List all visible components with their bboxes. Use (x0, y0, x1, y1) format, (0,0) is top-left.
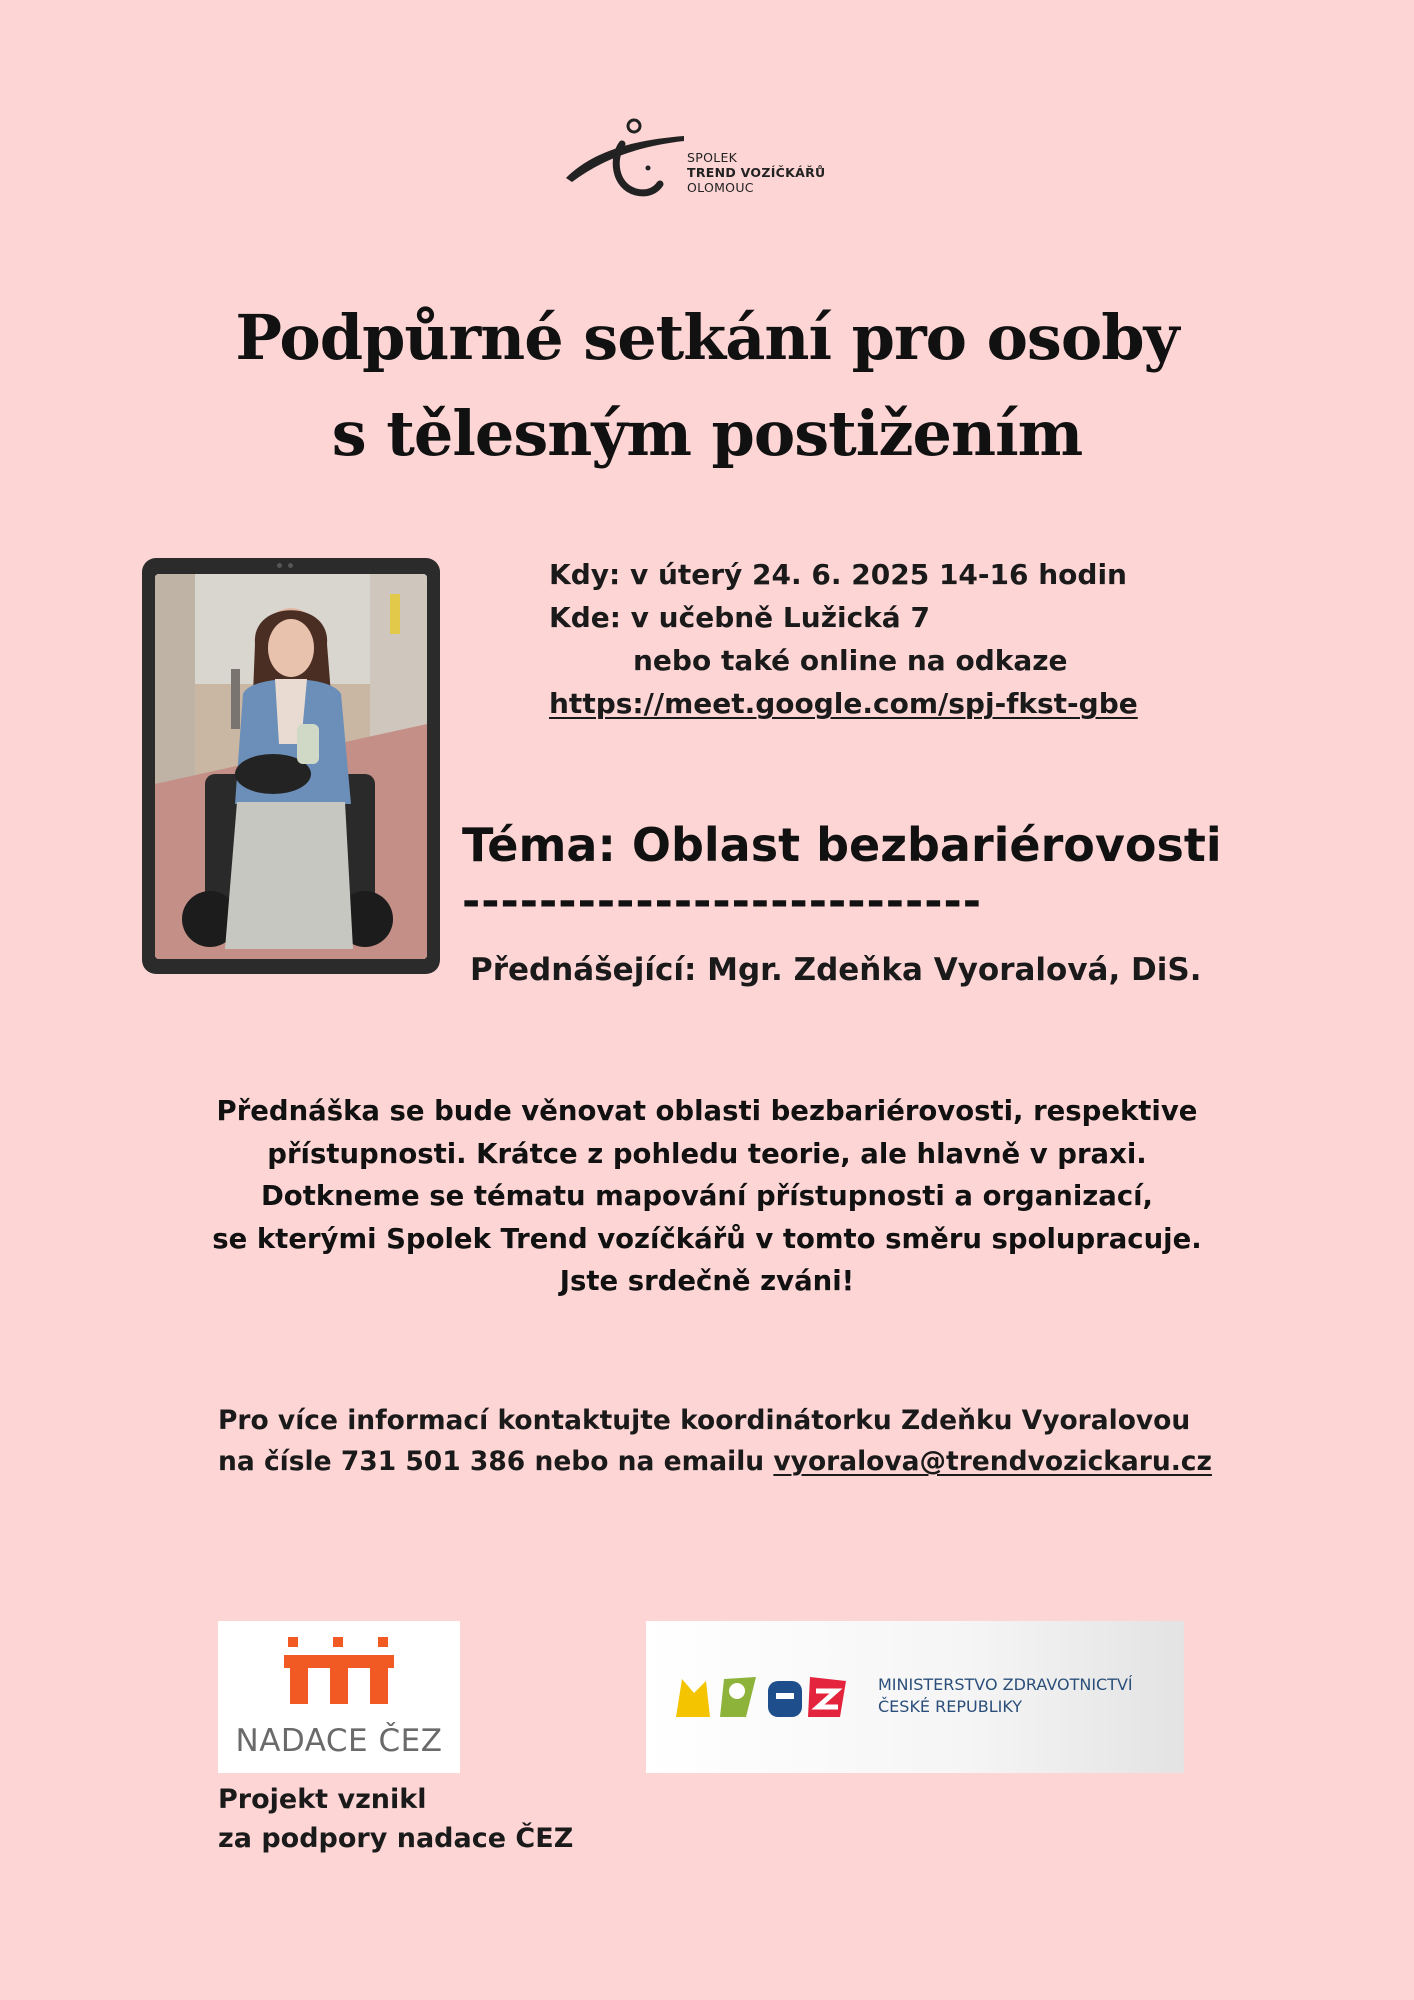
description-paragraph (0, 1090, 1414, 1303)
contact-email-link[interactable]: vyoralova@trendvozickaru.cz (773, 1446, 1212, 1477)
description-line: Jste srdečně zváni! (559, 1265, 855, 1297)
description-line: Dotkneme se tématu mapování přístupnosti a organizací, (260, 1180, 1154, 1212)
page-title (0, 290, 1414, 482)
photo-screen (155, 574, 427, 959)
event-online: nebo také online na odkaze (633, 644, 1068, 677)
event-when: Kdy: v úterý 24. 6. 2025 14-16 hodin (549, 558, 1127, 591)
contact-line-1: Pro více informací kontaktujte koordinátorku Zdeňku Vyoralovou (218, 1405, 1191, 1436)
topic-heading: Téma: Oblast bezbariérovosti (462, 818, 1222, 872)
logo-line-trend: TREND VOZÍČKÁŘŮ (687, 165, 826, 180)
title-line-2: s tělesným postižením (331, 397, 1083, 470)
event-where: Kde: v učebně Lužická 7 (549, 601, 930, 634)
contact-info (218, 1400, 1212, 1482)
cez-logo-text: NADACE ČEZ (235, 1723, 443, 1759)
ministry-line-1: MINISTERSTVO ZDRAVOTNICTVÍ (878, 1675, 1133, 1694)
contact-line-2 (218, 1441, 1212, 1482)
cez-logo-icon (218, 1621, 460, 1721)
camera-dot (288, 563, 293, 568)
org-logo-icon (562, 116, 687, 206)
contact-phone-text: na čísle 731 501 386 nebo na emailu (218, 1446, 774, 1477)
logo-line-spolek: SPOLEK (687, 150, 738, 165)
cez-foundation-logo (218, 1621, 460, 1773)
caption-line-2: za podpory nadace ČEZ (218, 1823, 574, 1854)
portrait-photo-icon (155, 574, 427, 959)
organization-logo (562, 116, 862, 206)
caption-line-1: Projekt vznikl (218, 1784, 427, 1815)
ministry-of-health-logo (646, 1621, 1184, 1773)
tablet-photo (142, 558, 440, 974)
description-line: se kterými Spolek Trend vozíčkářů v tomto směru spolupracuje. (212, 1222, 1202, 1255)
lecturer-name: Přednášející: Mgr. Zdeňka Vyoralová, DiS. (470, 952, 1202, 988)
ministry-line-2: ČESKÉ REPUBLIKY (878, 1697, 1023, 1716)
description-line: přístupnosti. Krátce z pohledu teorie, ale hlavně v praxi. (267, 1137, 1147, 1170)
title-line-1: Podpůrné setkání pro osoby (235, 301, 1179, 374)
divider-line: --------------------------- (462, 876, 983, 927)
meeting-link[interactable]: https://meet.google.com/spj-fkst-gbe (549, 687, 1138, 720)
ministry-logo-icon (676, 1621, 876, 1773)
ministry-logo-text (878, 1674, 1133, 1718)
camera-dot (277, 563, 282, 568)
logo-line-olomouc: OLOMOUC (687, 180, 754, 195)
sponsor-caption (218, 1780, 573, 1858)
description-line: Přednáška se bude věnovat oblasti bezbariérovosti, respektive (216, 1095, 1198, 1127)
